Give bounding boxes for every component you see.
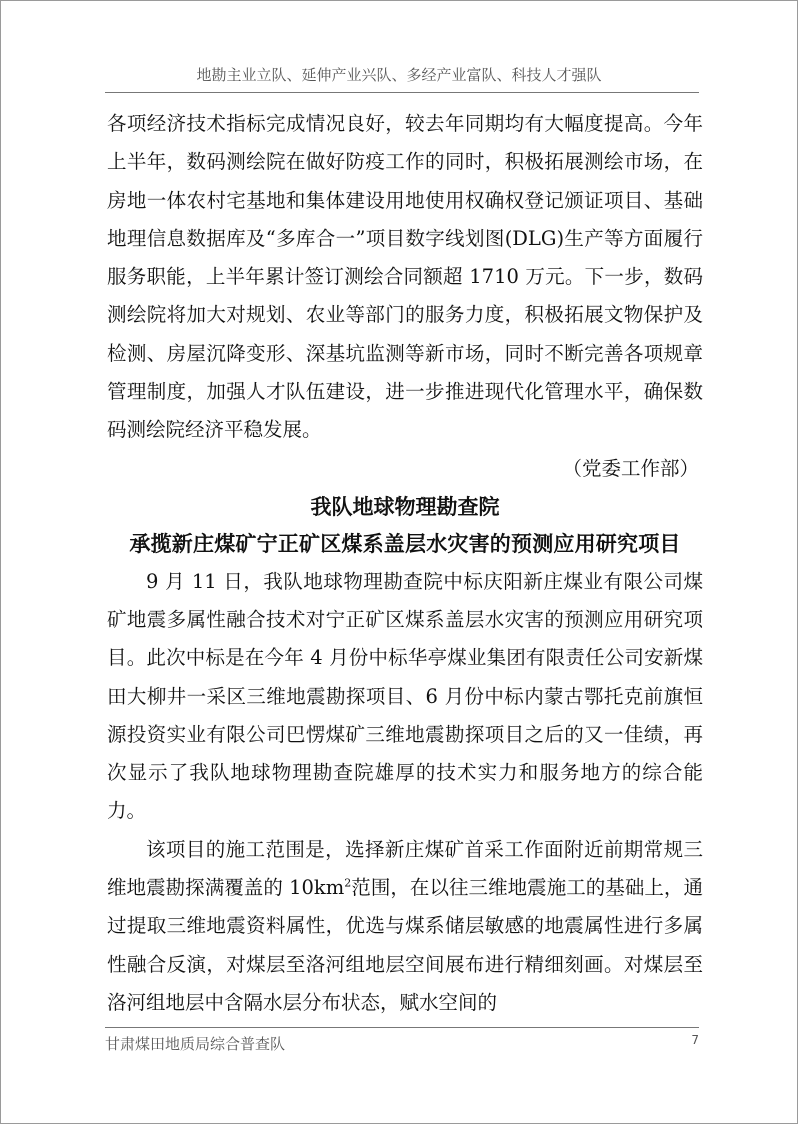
article1-paragraph: 各项经济技术指标完成情况良好，较去年同期均有大幅度提高。今年上半年，数码测绘院在做好防疫工作的同时，积极拓展测绘市场，在房地一体农村宅基地和集体建设用地使用权确权登记颁证项目、基础地理信息数据库及“多库合一”项目数字线划图(DLG)生产等方面履行服务职能，上半年累计签订测绘合同额超 1710 万元。下一步，数码测绘院将加大对规划、农业等部门的服务力度，积极拓展文物保护及检测、房屋沉降变形、深基坑监测等新市场，同时不断完善各项规章管理制度，加强人才队伍建设，进一步推进现代化管理水平，确保数码测绘院经济平稳发展。: [107, 112, 703, 442]
area-unit-superscript: 2: [344, 876, 352, 890]
paragraph2-text-after: 范围，在以往三维地震施工的基础上，通过提取三维地震资料属性，优选与煤系储层敏感的地震属性进行多属性融合反演，对煤层至洛河组地层空间展布进行精细刻画。对煤层至洛河组地层中含隔水层分布状态，赋水空间的: [107, 876, 703, 1014]
article2-paragraph1: 9 月 11 日，我队地球物理勘查院中标庆阳新庄煤业有限公司煤矿地震多属性融合技术对宁正矿区煤系盖层水灾害的预测应用研究项目。此次中标是在今年 4 月份中标华亭煤业集团有限责任公司安新煤田大柳井一采区三维地震勘探项目、6 月份中标内蒙古鄂托克前旗恒源投资实业有限公司巴愣煤矿三维地震勘探项目之后的又一佳绩，再次显示了我队地球物理勘查院雄厚的技术实力和服务地方的综合能力。: [107, 569, 703, 823]
article2-title-line2: 承揽新庄煤矿宁正矿区煤系盖层水灾害的预测应用研究项目: [129, 530, 681, 556]
footer-organization: 甘肃煤田地质局综合普查队: [105, 1035, 286, 1053]
paragraph2-text-before: 该项目的施工范围是，选择新庄煤矿首采工作面附近前期常规三维地震勘探满覆盖的 10km: [107, 837, 703, 900]
page-number: 7: [691, 1033, 699, 1047]
page-footer: [105, 1033, 699, 1054]
footer-divider: [105, 1027, 699, 1028]
article2-title-line1: 我队地球物理勘查院: [310, 493, 500, 519]
article2-paragraph2: [107, 831, 703, 1022]
header-divider: [105, 92, 699, 93]
page-body: [107, 105, 703, 1022]
page-header: 地勘主业立队、延伸产业兴队、多经产业富队、科技人才强队: [196, 66, 602, 84]
article1-byline: （党委工作部）: [562, 456, 699, 480]
